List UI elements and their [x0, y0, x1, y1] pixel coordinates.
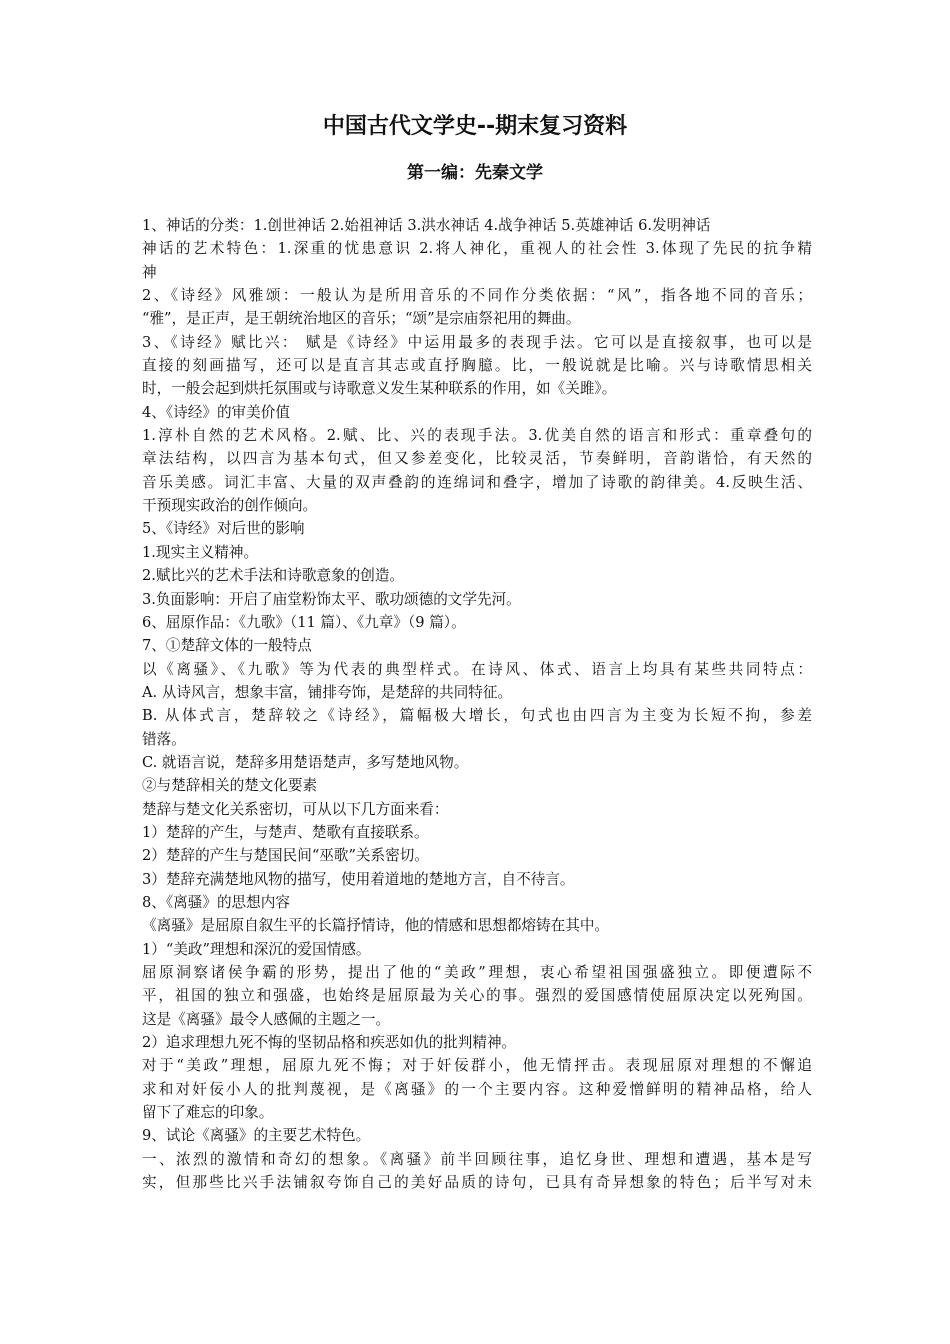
text-line: 6、屈原作品：《九歌》（11 篇）、《九章》（9 篇）。	[142, 613, 466, 631]
text-line: 1.淳朴自然的艺术风格。2.赋、比、兴的表现手法。3.优美自然的语言和形式：重章叠句的	[142, 427, 812, 445]
text-line: 屈原洞察诸侯争霸的形势，提出了他的“美政”理想，衷心希望祖国强盛独立。即便遭际不	[142, 964, 812, 981]
section-heading: 第一编：先秦文学	[407, 163, 543, 183]
text-line: 留下了难忘的印象。	[142, 1104, 274, 1122]
text-line: 干预现实政治的创作倾向。	[142, 497, 318, 515]
text-line: 8、《离骚》的思想内容	[142, 893, 290, 911]
text-line: 章法结构，以四言为基本句式，但又参差变化，比较灵活，节奏鲜明，音韵谐恰，有天然的	[142, 450, 812, 468]
document-title: 中国古代文学史--期末复习资料	[322, 114, 628, 139]
text-line: 1、神话的分类：1.创世神话 2.始祖神话 3.洪水神话 4.战争神话 5.英雄神话 6.发明神话	[142, 217, 711, 234]
text-line: 这是《离骚》最令人感佩的主题之一。	[142, 1010, 391, 1028]
text-line: 7、①楚辞文体的一般特点	[142, 637, 312, 655]
text-line: 以《离骚》、《九歌》等为代表的典型样式。在诗风、体式、语言上均具有某些共同特点：	[142, 660, 812, 678]
text-line: 3）楚辞充满楚地风物的描写，使用着道地的楚地方言，自不待言。	[142, 870, 575, 888]
text-line: 4、《诗经》的审美价值	[142, 403, 290, 421]
text-line: “雅”，是正声，是王朝统治地区的音乐；“颂”是宗庙祭祀用的舞曲。	[142, 310, 581, 328]
text-line: 1）楚辞的产生，与楚声、楚歌有直接联系。	[142, 823, 429, 841]
text-line: 神	[142, 263, 157, 281]
text-line: 2.赋比兴的艺术手法和诗歌意象的创造。	[142, 567, 405, 585]
text-line: 5、《诗经》对后世的影响	[142, 520, 305, 538]
text-line: C. 就语言说，楚辞多用楚语楚声，多写楚地风物。	[142, 753, 469, 771]
text-line: 3、《诗经》赋比兴： 赋是《诗经》中运用最多的表现手法。它可以是直接叙事，也可以是	[142, 333, 812, 351]
text-line: 求和对奸佞小人的批判蔑视，是《离骚》的一个主要内容。这种爱憎鲜明的精神品格，给人	[142, 1080, 812, 1098]
text-line: 实，但那些比兴手法铺叙夸饰自己的美好品质的诗句，已具有奇异想象的特色；后半写对未	[142, 1174, 812, 1192]
text-line: B. 从体式言，楚辞较之《诗经》，篇幅极大增长，句式也由四言为主变为长短不拘，参差	[142, 707, 812, 725]
text-line: 9、试论《离骚》的主要艺术特色。	[142, 1127, 371, 1145]
text-line: 神话的艺术特色：1.深重的忧患意识 2.将人神化，重视人的社会性 3.体现了先民的抗争精	[142, 240, 812, 258]
text-line: 楚辞与楚文化关系密切，可从以下几方面来看：	[142, 800, 449, 818]
text-line: 音乐美感。词汇丰富、大量的双声叠韵的连绵词和叠字，增加了诗歌的韵律美。4.反映生活、	[142, 473, 812, 491]
text-line: 时，一般会起到烘托氛围或与诗歌意义发生某种联系的作用，如《关雎》。	[142, 380, 617, 398]
text-line: 一、浓烈的激情和奇幻的想象。《离骚》前半回顾往事，追忆身世、理想和遭遇，基本是写	[142, 1150, 812, 1168]
text-line: 对于“美政”理想，屈原九死不悔；对于奸佞群小，他无情抨击。表现屈原对理想的不懈追	[142, 1057, 812, 1075]
text-line: 3.负面影响：开启了庙堂粉饰太平、歌功颂德的文学先河。	[142, 590, 521, 608]
text-line: 1.现实主义精神。	[142, 543, 259, 561]
text-line: A. 从诗风言，想象丰富，铺排夸饰，是楚辞的共同特征。	[142, 683, 513, 701]
text-line: 《离骚》是屈原自叙生平的长篇抒情诗，他的情感和思想都熔铸在其中。	[142, 917, 610, 935]
text-line: 2）追求理想九死不悔的坚韧品格和疾恶如仇的批判精神。	[142, 1034, 517, 1052]
text-line: 2）楚辞的产生与楚国民间“巫歌”关系密切。	[142, 847, 429, 865]
text-line: 1）“美政”理想和深沉的爱国情感。	[142, 940, 371, 958]
text-line: 错落。	[142, 730, 186, 748]
text-line: ②与楚辞相关的楚文化要素	[142, 777, 318, 795]
text-line: 直接的刻画描写，还可以是直言其志或直抒胸臆。比，一般说就是比喻。兴与诗歌情思相关	[142, 357, 812, 375]
text-line: 平，祖国的独立和强盛，也始终是屈原最为关心的事。强烈的爱国感情使屈原决定以死殉国。	[142, 987, 812, 1005]
text-line: 2、《诗经》风雅颂：一般认为是所用音乐的不同作分类依据：“风”，指各地不同的音乐；	[142, 287, 812, 305]
document-body	[142, 214, 812, 1194]
